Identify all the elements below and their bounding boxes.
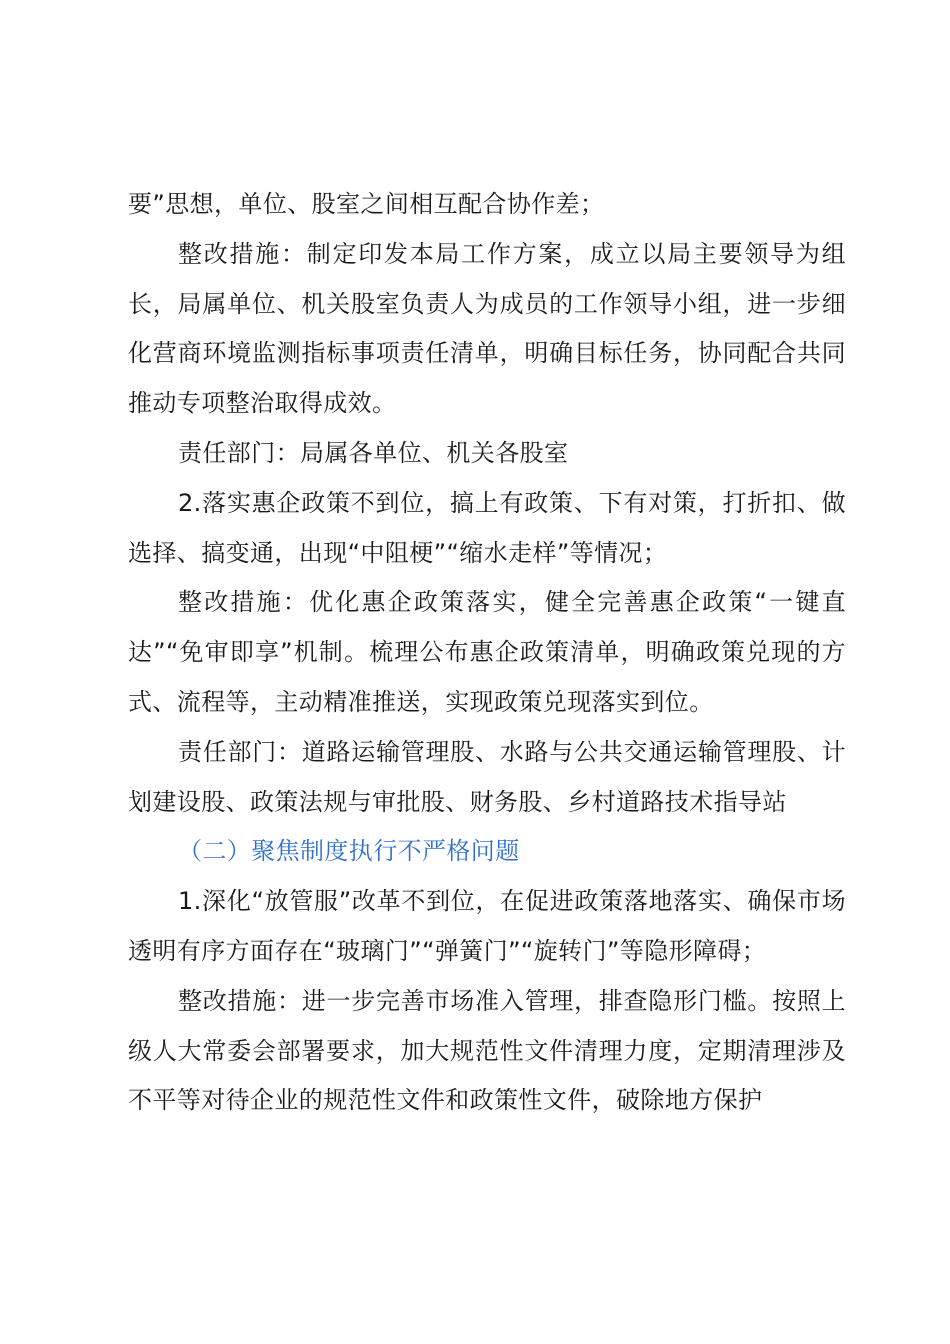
- paragraph-responsible-department-2: 责任部门：道路运输管理股、水路与公共交通运输管理股、计划建设股、政策法规与审批股、财务股、乡村道路技术指导站: [128, 737, 846, 816]
- paragraph-rectification-measures-3: 整改措施：进一步完善市场准入管理，排查隐形门槛。按照上级人大常委会部署要求，加大规范性文件清理力度，定期清理涉及不平等对待企业的规范性文件和政策性文件，破除地方保护: [128, 986, 846, 1115]
- paragraph-rectification-measures-1: 整改措施：制定印发本局工作方案，成立以局主要领导为组长，局属单位、机关股室负责人为成员的工作领导小组，进一步细化营商环境监测指标事项责任清单，明确目标任务，协同配合共同推动专项整治取得成效。: [128, 239, 846, 418]
- paragraph-responsible-department-1: 责任部门：局属各单位、机关各股室: [178, 438, 569, 467]
- section-heading: （二）聚焦制度执行不严格问题: [178, 837, 520, 866]
- paragraph-continuation: 要”思想，单位、股室之间相互配合协作差；: [128, 190, 605, 218]
- paragraph-rectification-measures-2: 整改措施：优化惠企政策落实，健全完善惠企政策“一键直达”“免审即享”机制。梳理公布惠企政策清单，明确政策兑现的方式、流程等，主动精准推送，实现政策兑现落实到位。: [128, 588, 846, 716]
- document-body: [128, 180, 846, 1126]
- paragraph-issue-2: 2.落实惠企政策不到位，搞上有政策、下有对策，打折扣、做选择、搞变通，出现“中阻梗”“缩水走样”等情况；: [128, 488, 846, 567]
- paragraph-issue-1-section-2: 1.深化“放管服”改革不到位，在促进政策落地落实、确保市场透明有序方面存在“玻璃门”“弹簧门”“旋转门”等隐形障碍；: [128, 887, 846, 965]
